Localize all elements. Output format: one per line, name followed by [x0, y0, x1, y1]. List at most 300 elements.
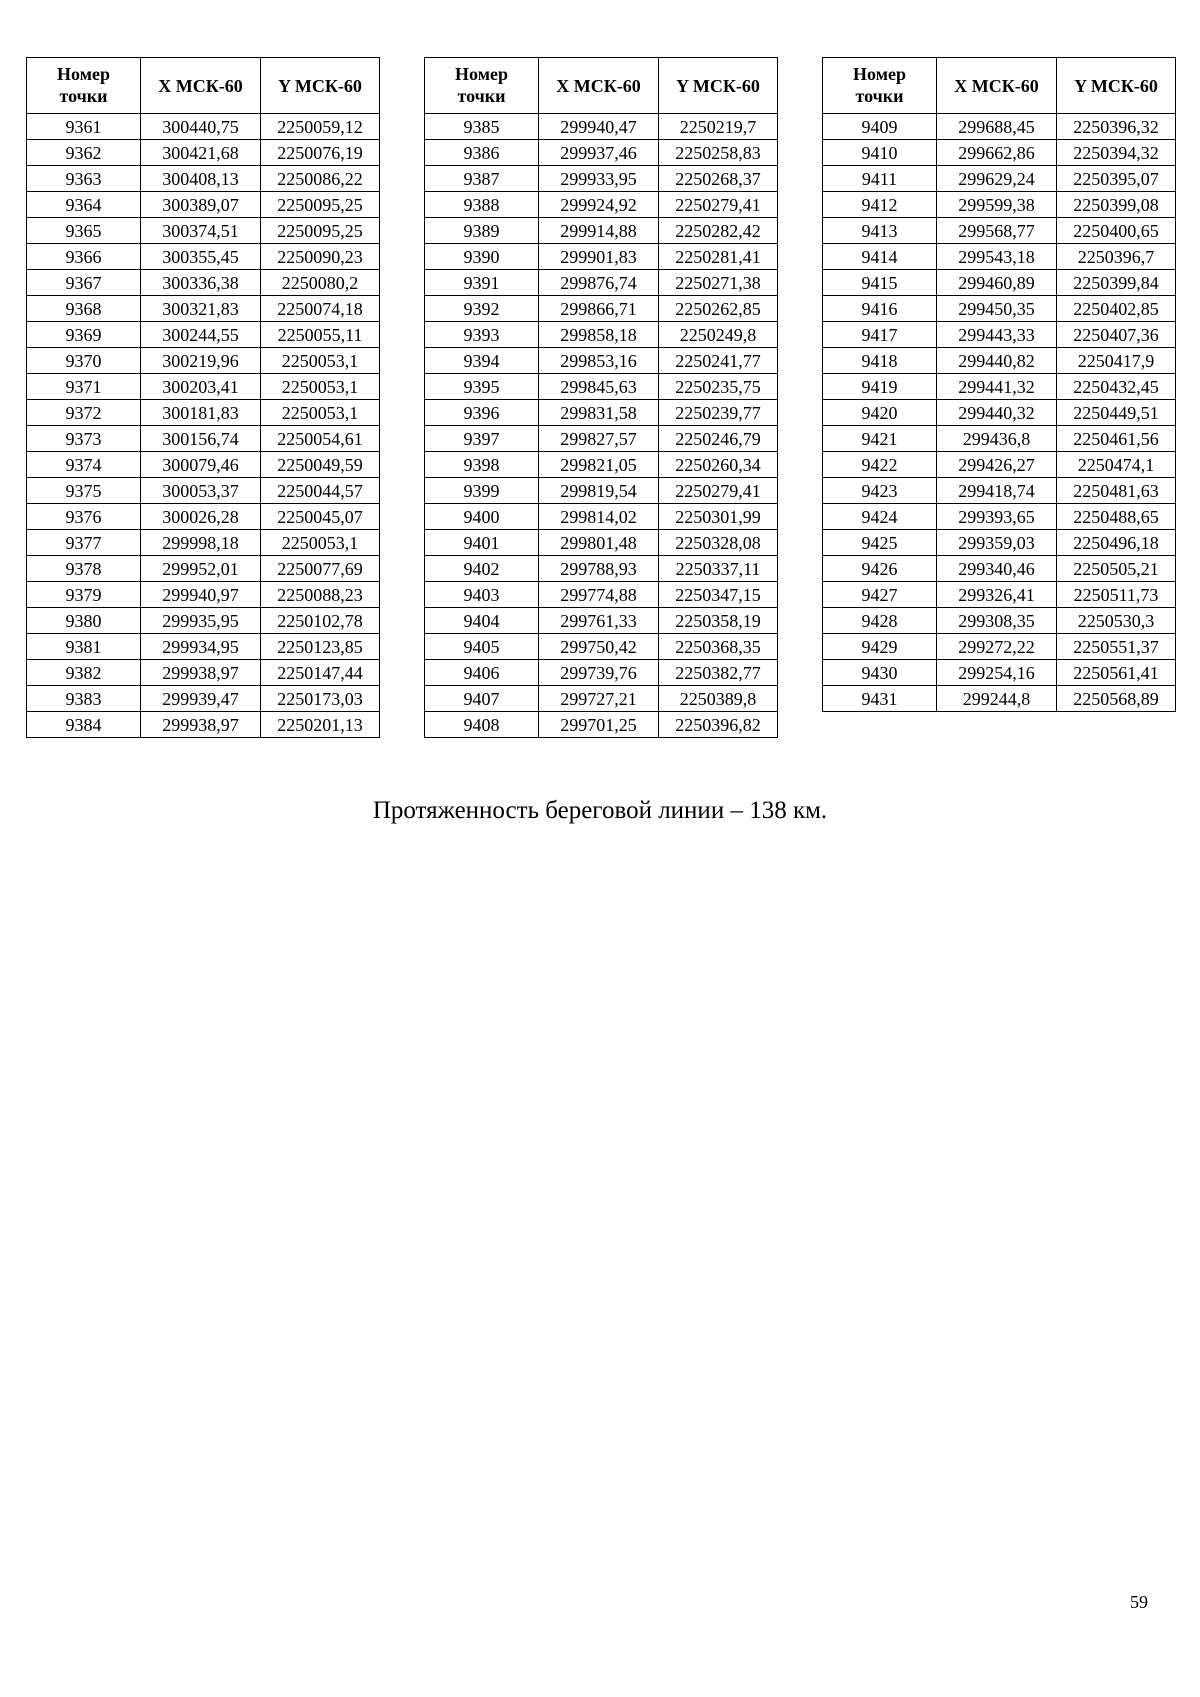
y-coordinate-cell: 2250053,1	[261, 374, 380, 400]
table-row	[27, 270, 380, 296]
x-coordinate-cell: 300156,74	[141, 426, 261, 452]
table-row	[823, 556, 1176, 582]
x-coordinate-cell: 299254,16	[937, 660, 1057, 686]
x-coordinate-cell: 299827,57	[539, 426, 659, 452]
x-coordinate-cell: 300203,41	[141, 374, 261, 400]
y-coordinate-cell: 2250279,41	[659, 192, 778, 218]
table-row	[27, 504, 380, 530]
x-coordinate-cell: 299662,86	[937, 140, 1057, 166]
y-coordinate-cell: 2250417,9	[1057, 348, 1176, 374]
point-number-cell: 9372	[27, 400, 141, 426]
table-row	[425, 218, 778, 244]
table-row	[27, 140, 380, 166]
y-coordinate-cell: 2250095,25	[261, 192, 380, 218]
y-coordinate-cell: 2250053,1	[261, 348, 380, 374]
table-row	[823, 192, 1176, 218]
x-coordinate-cell: 299924,92	[539, 192, 659, 218]
table-row	[425, 296, 778, 322]
point-number-cell: 9375	[27, 478, 141, 504]
table-row	[425, 478, 778, 504]
y-coordinate-cell: 2250449,51	[1057, 400, 1176, 426]
x-coordinate-cell: 299340,46	[937, 556, 1057, 582]
y-coordinate-cell: 2250396,32	[1057, 114, 1176, 140]
header-point-number: Номер точки	[425, 58, 539, 114]
x-coordinate-cell: 299393,65	[937, 504, 1057, 530]
x-coordinate-cell: 299308,35	[937, 608, 1057, 634]
point-number-cell: 9386	[425, 140, 539, 166]
table-row	[425, 712, 778, 738]
table-row	[425, 114, 778, 140]
x-coordinate-cell: 299359,03	[937, 530, 1057, 556]
point-number-cell: 9380	[27, 608, 141, 634]
x-coordinate-cell: 299938,97	[141, 712, 261, 738]
point-number-cell: 9378	[27, 556, 141, 582]
table-row	[425, 660, 778, 686]
table-row	[823, 686, 1176, 712]
y-coordinate-cell: 2250249,8	[659, 322, 778, 348]
y-coordinate-cell: 2250301,99	[659, 504, 778, 530]
x-coordinate-cell: 299821,05	[539, 452, 659, 478]
point-number-cell: 9396	[425, 400, 539, 426]
point-number-cell: 9374	[27, 452, 141, 478]
x-coordinate-cell: 299831,58	[539, 400, 659, 426]
x-coordinate-cell: 299774,88	[539, 582, 659, 608]
point-number-cell: 9377	[27, 530, 141, 556]
x-coordinate-cell: 299688,45	[937, 114, 1057, 140]
point-number-cell: 9419	[823, 374, 937, 400]
y-coordinate-cell: 2250239,77	[659, 400, 778, 426]
point-number-cell: 9430	[823, 660, 937, 686]
x-coordinate-cell: 299853,16	[539, 348, 659, 374]
table-row	[27, 608, 380, 634]
y-coordinate-cell: 2250432,45	[1057, 374, 1176, 400]
table-row	[425, 322, 778, 348]
table-row	[823, 504, 1176, 530]
y-coordinate-cell: 2250461,56	[1057, 426, 1176, 452]
y-coordinate-cell: 2250090,23	[261, 244, 380, 270]
point-number-cell: 9426	[823, 556, 937, 582]
table-row	[425, 504, 778, 530]
point-number-cell: 9403	[425, 582, 539, 608]
header-x-coordinate: X МСК-60	[937, 58, 1057, 114]
table-row	[27, 400, 380, 426]
x-coordinate-cell: 299739,76	[539, 660, 659, 686]
point-number-cell: 9384	[27, 712, 141, 738]
coordinates-table-1	[26, 57, 380, 738]
coordinates-table-3	[822, 57, 1176, 712]
point-number-cell: 9388	[425, 192, 539, 218]
table-row	[823, 218, 1176, 244]
point-number-cell: 9408	[425, 712, 539, 738]
x-coordinate-cell: 300244,55	[141, 322, 261, 348]
x-coordinate-cell: 300440,75	[141, 114, 261, 140]
y-coordinate-cell: 2250382,77	[659, 660, 778, 686]
y-coordinate-cell: 2250044,57	[261, 478, 380, 504]
x-coordinate-cell: 299450,35	[937, 296, 1057, 322]
x-coordinate-cell: 299701,25	[539, 712, 659, 738]
point-number-cell: 9413	[823, 218, 937, 244]
point-number-cell: 9405	[425, 634, 539, 660]
point-number-cell: 9420	[823, 400, 937, 426]
y-coordinate-cell: 2250488,65	[1057, 504, 1176, 530]
y-coordinate-cell: 2250347,15	[659, 582, 778, 608]
page-number: 59	[1130, 1592, 1148, 1612]
point-number-cell: 9406	[425, 660, 539, 686]
y-coordinate-cell: 2250282,42	[659, 218, 778, 244]
x-coordinate-cell: 299819,54	[539, 478, 659, 504]
x-coordinate-cell: 300026,28	[141, 504, 261, 530]
x-coordinate-cell: 299933,95	[539, 166, 659, 192]
y-coordinate-cell: 2250086,22	[261, 166, 380, 192]
x-coordinate-cell: 299788,93	[539, 556, 659, 582]
x-coordinate-cell: 299568,77	[937, 218, 1057, 244]
table-row	[823, 478, 1176, 504]
y-coordinate-cell: 2250053,1	[261, 530, 380, 556]
y-coordinate-cell: 2250337,11	[659, 556, 778, 582]
y-coordinate-cell: 2250496,18	[1057, 530, 1176, 556]
table-row	[823, 608, 1176, 634]
table-row	[823, 270, 1176, 296]
point-number-cell: 9427	[823, 582, 937, 608]
coordinate-tables	[26, 57, 1176, 777]
x-coordinate-cell: 299939,47	[141, 686, 261, 712]
y-coordinate-cell: 2250262,85	[659, 296, 778, 322]
point-number-cell: 9393	[425, 322, 539, 348]
x-coordinate-cell: 299543,18	[937, 244, 1057, 270]
y-coordinate-cell: 2250399,08	[1057, 192, 1176, 218]
point-number-cell: 9370	[27, 348, 141, 374]
point-number-cell: 9367	[27, 270, 141, 296]
point-number-cell: 9417	[823, 322, 937, 348]
x-coordinate-cell: 299727,21	[539, 686, 659, 712]
point-number-cell: 9368	[27, 296, 141, 322]
x-coordinate-cell: 299940,47	[539, 114, 659, 140]
point-number-cell: 9376	[27, 504, 141, 530]
y-coordinate-cell: 2250271,38	[659, 270, 778, 296]
point-number-cell: 9422	[823, 452, 937, 478]
point-number-cell: 9383	[27, 686, 141, 712]
point-number-cell: 9429	[823, 634, 937, 660]
table-row	[823, 244, 1176, 270]
table-row	[823, 400, 1176, 426]
y-coordinate-cell: 2250474,1	[1057, 452, 1176, 478]
point-number-cell: 9382	[27, 660, 141, 686]
y-coordinate-cell: 2250235,75	[659, 374, 778, 400]
table-row	[425, 634, 778, 660]
x-coordinate-cell: 300355,45	[141, 244, 261, 270]
point-number-cell: 9404	[425, 608, 539, 634]
point-number-cell: 9373	[27, 426, 141, 452]
point-number-cell: 9391	[425, 270, 539, 296]
y-coordinate-cell: 2250201,13	[261, 712, 380, 738]
table-row	[823, 582, 1176, 608]
x-coordinate-cell: 299935,95	[141, 608, 261, 634]
x-coordinate-cell: 299761,33	[539, 608, 659, 634]
point-number-cell: 9407	[425, 686, 539, 712]
y-coordinate-cell: 2250368,35	[659, 634, 778, 660]
y-coordinate-cell: 2250077,69	[261, 556, 380, 582]
y-coordinate-cell: 2250568,89	[1057, 686, 1176, 712]
x-coordinate-cell: 299845,63	[539, 374, 659, 400]
table-row	[27, 686, 380, 712]
x-coordinate-cell: 300053,37	[141, 478, 261, 504]
table-header-row	[425, 58, 778, 114]
point-number-cell: 9410	[823, 140, 937, 166]
x-coordinate-cell: 299937,46	[539, 140, 659, 166]
point-number-cell: 9394	[425, 348, 539, 374]
table-row	[823, 634, 1176, 660]
y-coordinate-cell: 2250059,12	[261, 114, 380, 140]
table-row	[27, 244, 380, 270]
table-header-row	[27, 58, 380, 114]
y-coordinate-cell: 2250054,61	[261, 426, 380, 452]
table-row	[823, 348, 1176, 374]
x-coordinate-cell: 299934,95	[141, 634, 261, 660]
y-coordinate-cell: 2250505,21	[1057, 556, 1176, 582]
table-row	[27, 426, 380, 452]
table-row	[27, 582, 380, 608]
table-row	[27, 114, 380, 140]
x-coordinate-cell: 299952,01	[141, 556, 261, 582]
x-coordinate-cell: 300181,83	[141, 400, 261, 426]
table-row	[27, 660, 380, 686]
x-coordinate-cell: 299629,24	[937, 166, 1057, 192]
y-coordinate-cell: 2250530,3	[1057, 608, 1176, 634]
point-number-cell: 9397	[425, 426, 539, 452]
y-coordinate-cell: 2250045,07	[261, 504, 380, 530]
x-coordinate-cell: 300219,96	[141, 348, 261, 374]
header-y-coordinate: Y МСК-60	[1057, 58, 1176, 114]
table-row	[425, 582, 778, 608]
y-coordinate-cell: 2250402,85	[1057, 296, 1176, 322]
header-x-coordinate: X МСК-60	[141, 58, 261, 114]
table-row	[425, 166, 778, 192]
y-coordinate-cell: 2250396,7	[1057, 244, 1176, 270]
point-number-cell: 9399	[425, 478, 539, 504]
point-number-cell: 9371	[27, 374, 141, 400]
point-number-cell: 9362	[27, 140, 141, 166]
table-row	[823, 374, 1176, 400]
table-row	[27, 348, 380, 374]
y-coordinate-cell: 2250080,2	[261, 270, 380, 296]
y-coordinate-cell: 2250551,37	[1057, 634, 1176, 660]
y-coordinate-cell: 2250173,03	[261, 686, 380, 712]
point-number-cell: 9392	[425, 296, 539, 322]
x-coordinate-cell: 299272,22	[937, 634, 1057, 660]
y-coordinate-cell: 2250399,84	[1057, 270, 1176, 296]
table-row	[823, 322, 1176, 348]
point-number-cell: 9418	[823, 348, 937, 374]
point-number-cell: 9387	[425, 166, 539, 192]
y-coordinate-cell: 2250394,32	[1057, 140, 1176, 166]
point-number-cell: 9400	[425, 504, 539, 530]
table-row	[27, 712, 380, 738]
table-row	[823, 166, 1176, 192]
y-coordinate-cell: 2250055,11	[261, 322, 380, 348]
y-coordinate-cell: 2250281,41	[659, 244, 778, 270]
x-coordinate-cell: 299418,74	[937, 478, 1057, 504]
y-coordinate-cell: 2250328,08	[659, 530, 778, 556]
x-coordinate-cell: 299426,27	[937, 452, 1057, 478]
point-number-cell: 9424	[823, 504, 937, 530]
point-number-cell: 9425	[823, 530, 937, 556]
y-coordinate-cell: 2250076,19	[261, 140, 380, 166]
point-number-cell: 9412	[823, 192, 937, 218]
header-point-number: Номер точки	[823, 58, 937, 114]
x-coordinate-cell: 299998,18	[141, 530, 261, 556]
y-coordinate-cell: 2250358,19	[659, 608, 778, 634]
y-coordinate-cell: 2250511,73	[1057, 582, 1176, 608]
point-number-cell: 9366	[27, 244, 141, 270]
header-point-number: Номер точки	[27, 58, 141, 114]
y-coordinate-cell: 2250258,83	[659, 140, 778, 166]
table-row	[27, 296, 380, 322]
x-coordinate-cell: 300421,68	[141, 140, 261, 166]
point-number-cell: 9428	[823, 608, 937, 634]
y-coordinate-cell: 2250268,37	[659, 166, 778, 192]
table-row	[425, 348, 778, 374]
table-row	[27, 634, 380, 660]
point-number-cell: 9385	[425, 114, 539, 140]
point-number-cell: 9414	[823, 244, 937, 270]
point-number-cell: 9421	[823, 426, 937, 452]
x-coordinate-cell: 299441,32	[937, 374, 1057, 400]
table-row	[425, 452, 778, 478]
table-row	[823, 296, 1176, 322]
x-coordinate-cell: 299914,88	[539, 218, 659, 244]
y-coordinate-cell: 2250561,41	[1057, 660, 1176, 686]
point-number-cell: 9364	[27, 192, 141, 218]
y-coordinate-cell: 2250389,8	[659, 686, 778, 712]
table-row	[425, 192, 778, 218]
table-row	[27, 166, 380, 192]
table-row	[27, 218, 380, 244]
table-row	[27, 322, 380, 348]
x-coordinate-cell: 300389,07	[141, 192, 261, 218]
table-row	[27, 556, 380, 582]
point-number-cell: 9402	[425, 556, 539, 582]
x-coordinate-cell: 300321,83	[141, 296, 261, 322]
y-coordinate-cell: 2250395,07	[1057, 166, 1176, 192]
x-coordinate-cell: 299801,48	[539, 530, 659, 556]
y-coordinate-cell: 2250246,79	[659, 426, 778, 452]
table-row	[425, 686, 778, 712]
x-coordinate-cell: 299440,82	[937, 348, 1057, 374]
point-number-cell: 9390	[425, 244, 539, 270]
y-coordinate-cell: 2250396,82	[659, 712, 778, 738]
table-row	[27, 478, 380, 504]
point-number-cell: 9398	[425, 452, 539, 478]
y-coordinate-cell: 2250102,78	[261, 608, 380, 634]
x-coordinate-cell: 299326,41	[937, 582, 1057, 608]
y-coordinate-cell: 2250123,85	[261, 634, 380, 660]
x-coordinate-cell: 299940,97	[141, 582, 261, 608]
x-coordinate-cell: 299938,97	[141, 660, 261, 686]
table-row	[27, 452, 380, 478]
table-header-row	[823, 58, 1176, 114]
y-coordinate-cell: 2250241,77	[659, 348, 778, 374]
header-y-coordinate: Y МСК-60	[659, 58, 778, 114]
y-coordinate-cell: 2250049,59	[261, 452, 380, 478]
table-row	[425, 270, 778, 296]
y-coordinate-cell: 2250260,34	[659, 452, 778, 478]
point-number-cell: 9409	[823, 114, 937, 140]
y-coordinate-cell: 2250053,1	[261, 400, 380, 426]
table-row	[425, 426, 778, 452]
point-number-cell: 9401	[425, 530, 539, 556]
point-number-cell: 9361	[27, 114, 141, 140]
coordinates-table-2	[424, 57, 778, 738]
x-coordinate-cell: 299814,02	[539, 504, 659, 530]
table-row	[425, 140, 778, 166]
point-number-cell: 9381	[27, 634, 141, 660]
table-row	[823, 660, 1176, 686]
y-coordinate-cell: 2250279,41	[659, 478, 778, 504]
point-number-cell: 9431	[823, 686, 937, 712]
x-coordinate-cell: 299436,8	[937, 426, 1057, 452]
x-coordinate-cell: 299858,18	[539, 322, 659, 348]
x-coordinate-cell: 299750,42	[539, 634, 659, 660]
header-y-coordinate: Y МСК-60	[261, 58, 380, 114]
y-coordinate-cell: 2250147,44	[261, 660, 380, 686]
table-row	[27, 374, 380, 400]
header-x-coordinate: X МСК-60	[539, 58, 659, 114]
y-coordinate-cell: 2250088,23	[261, 582, 380, 608]
x-coordinate-cell: 299866,71	[539, 296, 659, 322]
table-row	[823, 452, 1176, 478]
point-number-cell: 9423	[823, 478, 937, 504]
x-coordinate-cell: 300374,51	[141, 218, 261, 244]
x-coordinate-cell: 299876,74	[539, 270, 659, 296]
x-coordinate-cell: 300079,46	[141, 452, 261, 478]
table-row	[823, 530, 1176, 556]
y-coordinate-cell: 2250481,63	[1057, 478, 1176, 504]
point-number-cell: 9395	[425, 374, 539, 400]
x-coordinate-cell: 299460,89	[937, 270, 1057, 296]
x-coordinate-cell: 299244,8	[937, 686, 1057, 712]
point-number-cell: 9365	[27, 218, 141, 244]
y-coordinate-cell: 2250074,18	[261, 296, 380, 322]
table-row	[27, 530, 380, 556]
coastline-length-caption: Протяженность береговой линии – 138 км.	[372, 797, 828, 824]
x-coordinate-cell: 299443,33	[937, 322, 1057, 348]
y-coordinate-cell: 2250219,7	[659, 114, 778, 140]
point-number-cell: 9411	[823, 166, 937, 192]
table-row	[425, 530, 778, 556]
table-row	[425, 374, 778, 400]
point-number-cell: 9415	[823, 270, 937, 296]
table-row	[425, 556, 778, 582]
table-row	[425, 244, 778, 270]
table-row	[823, 114, 1176, 140]
x-coordinate-cell: 299901,83	[539, 244, 659, 270]
y-coordinate-cell: 2250400,65	[1057, 218, 1176, 244]
point-number-cell: 9416	[823, 296, 937, 322]
table-row	[823, 140, 1176, 166]
point-number-cell: 9379	[27, 582, 141, 608]
table-row	[425, 400, 778, 426]
point-number-cell: 9389	[425, 218, 539, 244]
x-coordinate-cell: 299599,38	[937, 192, 1057, 218]
x-coordinate-cell: 300336,38	[141, 270, 261, 296]
point-number-cell: 9369	[27, 322, 141, 348]
y-coordinate-cell: 2250095,25	[261, 218, 380, 244]
table-row	[425, 608, 778, 634]
point-number-cell: 9363	[27, 166, 141, 192]
table-row	[27, 192, 380, 218]
y-coordinate-cell: 2250407,36	[1057, 322, 1176, 348]
x-coordinate-cell: 299440,32	[937, 400, 1057, 426]
